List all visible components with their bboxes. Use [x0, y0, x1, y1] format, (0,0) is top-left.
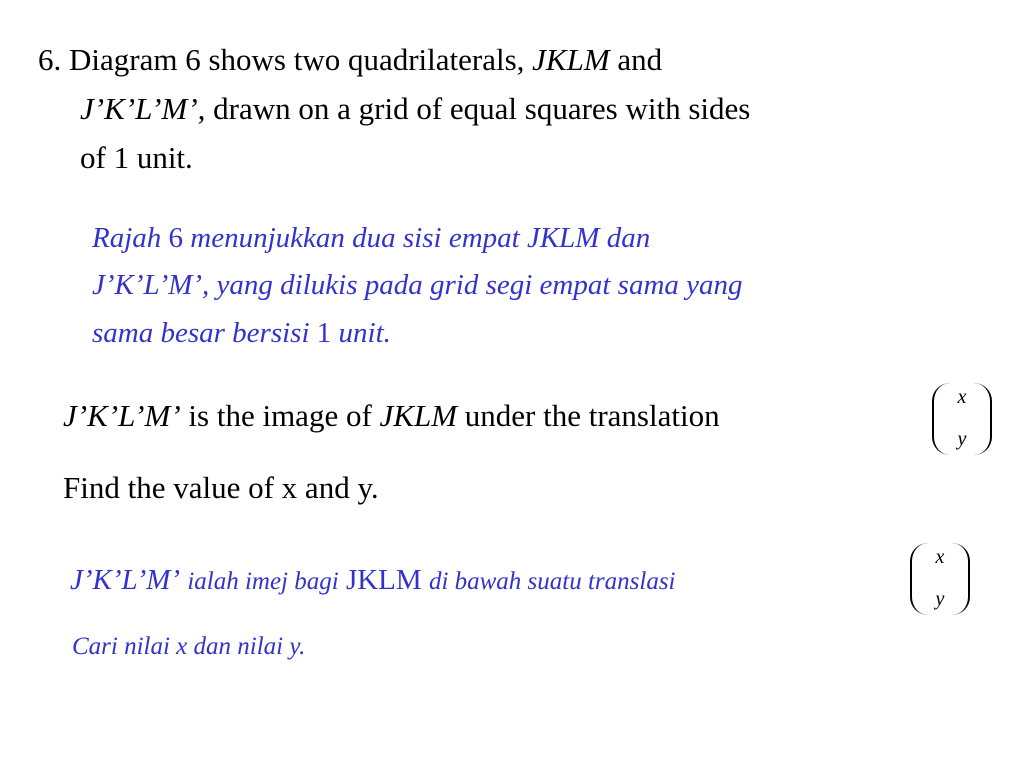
question-number: 6. [38, 42, 62, 77]
statement-text: under the translation [464, 398, 720, 433]
malay-line-3 [92, 316, 391, 350]
vector-y: y [957, 428, 967, 450]
image-label: J’K’L’M’ [63, 398, 181, 433]
malay-statement-text: ialah imej bagi [187, 568, 339, 595]
question-text: and [617, 42, 663, 77]
statement-text: is the image of [188, 398, 372, 433]
vector-x: x [957, 386, 967, 408]
translation-vector [932, 383, 992, 455]
translation-statement [63, 398, 720, 434]
malay-object-label: JKLM [345, 564, 422, 596]
object-label: JKLM [379, 398, 458, 433]
question-line-1 [38, 42, 662, 78]
malay-image-label: J’K’L’M’ [70, 564, 181, 596]
malay-number: 1 [316, 317, 332, 349]
malay-vector-x: x [935, 546, 945, 568]
malay-translation-vector [910, 543, 970, 615]
question-text: of 1 unit. [80, 140, 193, 175]
malay-number: 6 [168, 222, 184, 254]
malay-line-2 [92, 268, 743, 302]
malay-text: J’K’L’M’, yang dilukis pada grid segi empat sama yang [92, 269, 743, 301]
malay-statement-text: di bawah suatu translasi [428, 568, 676, 595]
malay-text: menunjukkan dua sisi empat JKLM dan [190, 222, 651, 254]
malay-translation-statement [70, 563, 676, 599]
question-line-3 [80, 140, 193, 176]
question-line-2 [80, 91, 750, 127]
malay-line-1 [92, 221, 650, 255]
malay-text: Rajah [92, 222, 162, 254]
malay-text: unit. [338, 317, 391, 349]
malay-text: sama besar bersisi [92, 317, 310, 349]
find-instruction: Find the value of x and y. [63, 470, 379, 505]
question-text: Diagram 6 shows two quadrilaterals, [69, 42, 525, 77]
question-text: drawn on a grid of equal squares with sides [213, 91, 751, 126]
malay-find-instruction: Cari nilai x dan nilai y. [72, 633, 306, 660]
quadrilateral-jklm: JKLM [532, 42, 610, 77]
malay-vector-y: y [935, 588, 945, 610]
quadrilateral-image: J’K’L’M’, [80, 91, 206, 126]
